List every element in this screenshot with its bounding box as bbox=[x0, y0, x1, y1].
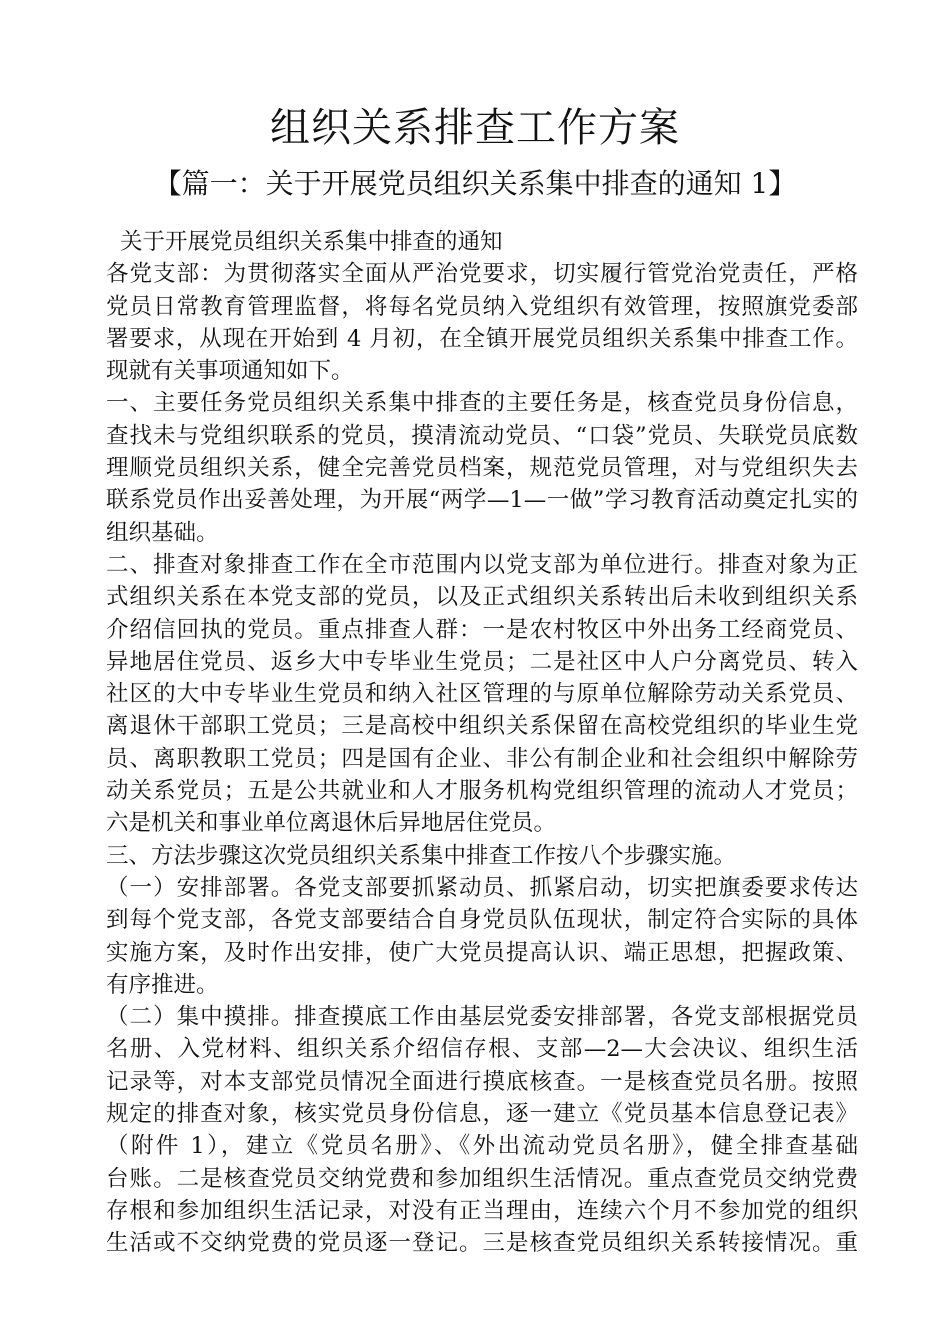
body-line: 动关系党员；五是公共就业和人才服务机构党组织管理的流动人才党员； bbox=[106, 778, 858, 805]
document-body bbox=[106, 226, 858, 1260]
body-line: 式组织关系在本党支部的党员，以及正式组织关系转出后未收到组织关系 bbox=[106, 584, 858, 611]
body-line: 员、离职教职工党员；四是国有企业、非公有制企业和社会组织中解除劳 bbox=[106, 745, 858, 772]
body-line: 名册、入党材料、组织关系介绍信存根、支部—2—大会决议、组织生活 bbox=[106, 1036, 858, 1063]
body-line: （附件 1），建立《党员名册》、《外出流动党员名册》，健全排查基础 bbox=[106, 1133, 858, 1160]
body-line: 社区的大中专毕业生党员和纳入社区管理的与原单位解除劳动关系党员、 bbox=[106, 681, 858, 708]
body-line: 三、方法步骤这次党员组织关系集中排查工作按八个步骤实施。 bbox=[106, 842, 737, 869]
body-line: 党员日常教育管理监督，将每名党员纳入党组织有效管理，按照旗党委部 bbox=[106, 293, 858, 320]
document-subtitle: 【篇一：关于开展党员组织关系集中排查的通知 1】 bbox=[153, 167, 797, 200]
body-line: 介绍信回执的党员。重点排查人群：一是农村牧区中外出务工经商党员、 bbox=[106, 616, 858, 643]
body-line: （二）集中摸排。排查摸底工作由基层党委安排部署，各党支部根据党员 bbox=[106, 1004, 858, 1031]
body-line: 理顺党员组织关系，健全完善党员档案，规范党员管理，对与党组织失去 bbox=[106, 455, 858, 482]
body-line: 有序推进。 bbox=[106, 971, 219, 998]
document-title: 组织关系排查工作方案 bbox=[270, 105, 680, 151]
body-line: 现就有关事项通知如下。 bbox=[106, 358, 354, 385]
body-line: 二、排查对象排查工作在全市范围内以党支部为单位进行。排查对象为正 bbox=[106, 551, 858, 578]
notice-heading: 关于开展党员组织关系集中排查的通知 bbox=[120, 229, 503, 255]
body-line: 六是机关和事业单位离退休后异地居住党员。 bbox=[106, 810, 557, 837]
body-line: （一）安排部署。各党支部要抓紧动员、抓紧启动，切实把旗委要求传达 bbox=[106, 874, 858, 901]
body-line: 署要求，从现在开始到 4 月初，在全镇开展党员组织关系集中排查工作。 bbox=[106, 325, 858, 352]
body-line: 实施方案，及时作出安排，使广大党员提高认识、端正思想，把握政策、 bbox=[106, 939, 858, 966]
body-line: 查找未与党组织联系的党员，摸清流动党员、“口袋”党员、失联党员底数 bbox=[106, 422, 858, 449]
body-line: 规定的排查对象，核实党员身份信息，逐一建立《党员基本信息登记表》 bbox=[106, 1101, 858, 1128]
body-line: 台账。二是核查党员交纳党费和参加组织生活情况。重点查党员交纳党费 bbox=[106, 1165, 858, 1192]
body-line: 到每个党支部，各党支部要结合自身党员队伍现状，制定符合实际的具体 bbox=[106, 907, 858, 934]
body-line: 各党支部：为贯彻落实全面从严治党要求，切实履行管党治党责任，严格 bbox=[106, 261, 858, 288]
body-line: 一、主要任务党员组织关系集中排查的主要任务是，核查党员身份信息， bbox=[106, 390, 858, 417]
body-line: 组织基础。 bbox=[106, 519, 219, 546]
body-line: 存根和参加组织生活记录，对没有正当理由，连续六个月不参加党的组织 bbox=[106, 1197, 858, 1224]
body-line: 异地居住党员、返乡大中专毕业生党员；二是社区中人户分离党员、转入 bbox=[106, 648, 858, 675]
body-line: 记录等，对本支部党员情况全面进行摸底核查。一是核查党员名册。按照 bbox=[106, 1068, 858, 1095]
body-line: 离退休干部职工党员；三是高校中组织关系保留在高校党组织的毕业生党 bbox=[106, 713, 858, 740]
body-line: 生活或不交纳党费的党员逐一登记。三是核查党员组织关系转接情况。重 bbox=[106, 1230, 858, 1257]
body-line: 联系党员作出妥善处理，为开展“两学—1—一做”学习教育活动奠定扎实的 bbox=[106, 487, 858, 514]
